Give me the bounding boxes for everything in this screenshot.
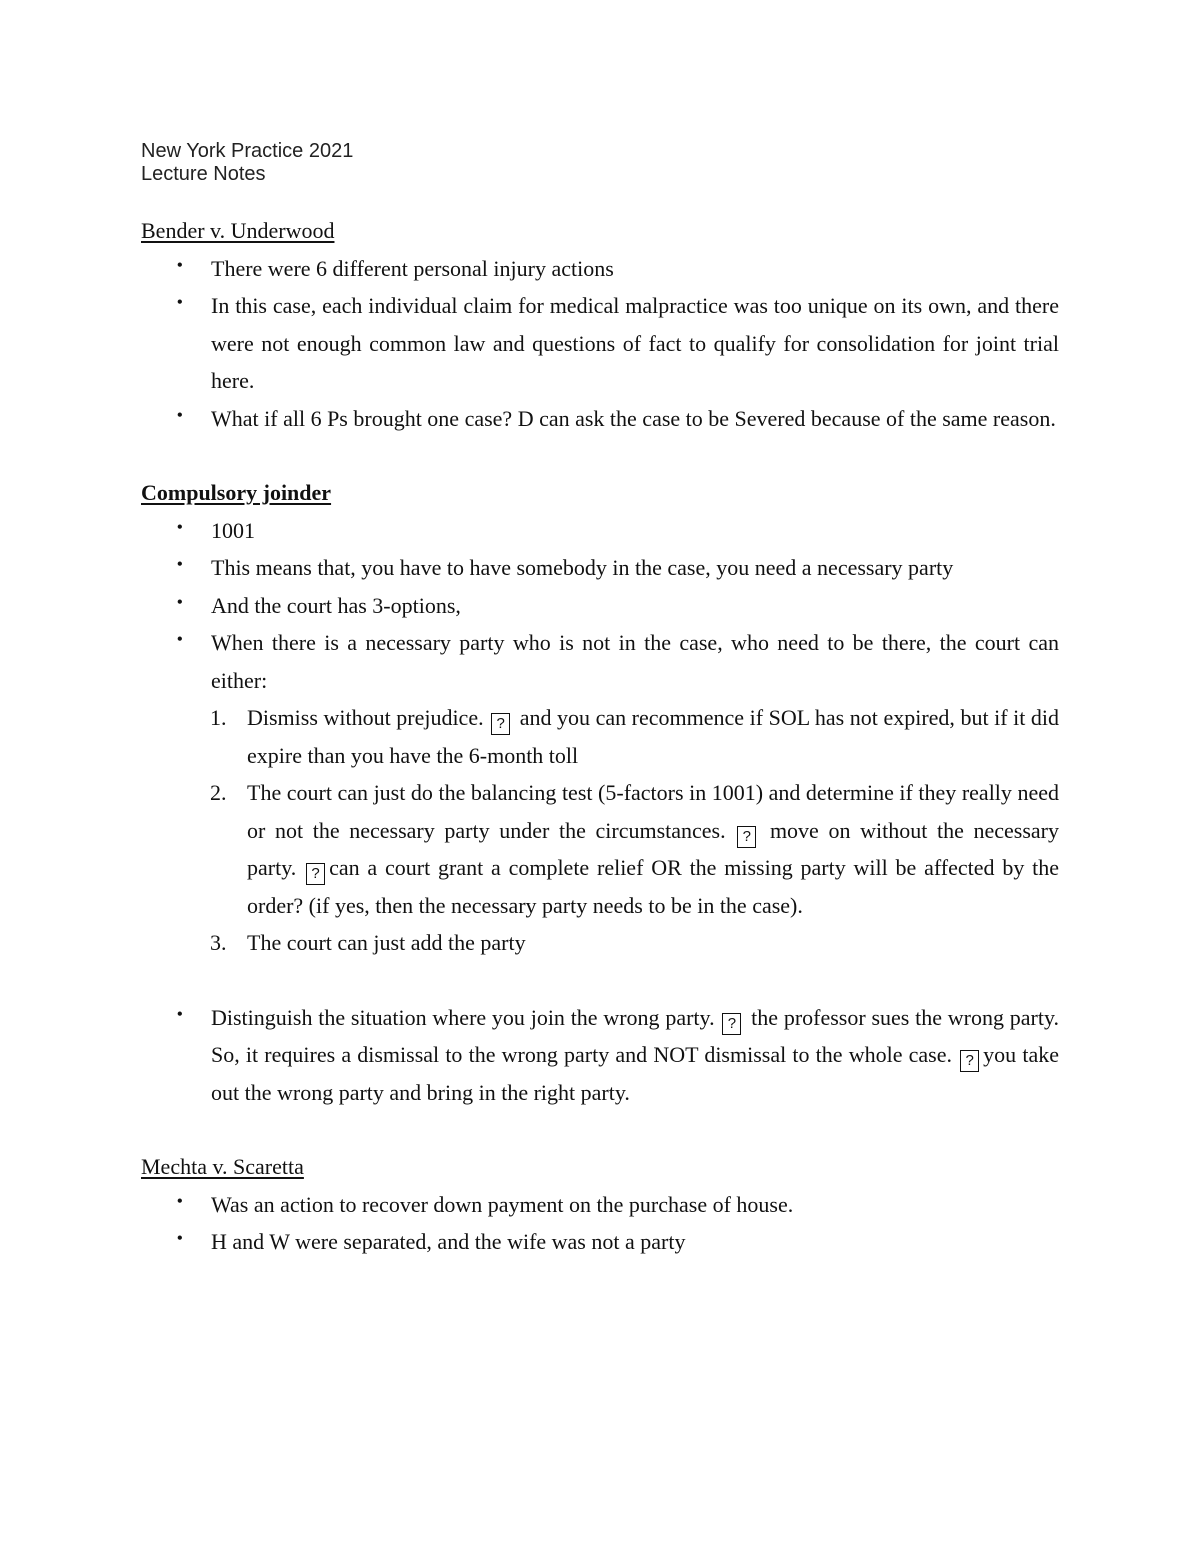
- list-item: [177, 624, 1059, 699]
- question-mark-icon: ?: [722, 1013, 741, 1035]
- list-item-text: What if all 6 Ps brought one case? D can ask the case to be Severed because of the same reason.: [211, 405, 1056, 431]
- item-number: 2.: [210, 780, 227, 805]
- list-item-text: When there is a necessary party who is not in the case, who need to be there, the court can either:: [211, 630, 1059, 693]
- section-spacer: [141, 962, 1059, 999]
- bullet-list-distinguish: [141, 999, 1059, 1112]
- section-spacer: [141, 437, 1059, 474]
- numbered-item: [210, 924, 1059, 962]
- list-item: [177, 1186, 1059, 1224]
- document-body: [141, 212, 1059, 1261]
- numbered-item: [210, 699, 1060, 774]
- item-text: The court can just do the balancing test (5-factors in 1001) and determine if they really need or not the necessary party under the circumstances.: [247, 780, 1059, 843]
- list-item-text: the professor sues the wrong party. So, it requires a dismissal to the wrong party and NOT dismissal to the whole case.: [211, 1004, 1060, 1067]
- item-text: move on without the necessary party.: [247, 817, 1060, 880]
- section-spacer: [141, 1111, 1059, 1148]
- bullet-marker: •: [177, 1230, 183, 1247]
- item-text: can a court grant a complete relief OR the missing party will be affected by the order? (if yes, then the necessary party needs to be in the case).: [247, 855, 1060, 918]
- list-item: [177, 587, 1059, 625]
- bullet-marker: •: [177, 631, 183, 648]
- item-number: 3.: [210, 930, 227, 955]
- bullet-marker: •: [177, 1005, 183, 1023]
- item-text: The court can just add the party: [247, 930, 526, 955]
- bullet-marker: •: [177, 556, 183, 573]
- list-item-text: you take out the wrong party and bring in the right party.: [211, 1042, 1059, 1105]
- item-text: and you can recommence if SOL has not expired, but if it did expire than you have the 6-month toll: [247, 705, 1060, 768]
- bullet-marker: •: [177, 518, 183, 536]
- list-item: [177, 1223, 1059, 1261]
- list-item: [177, 549, 1059, 587]
- bullet-marker: •: [177, 256, 183, 274]
- list-item: [177, 287, 1059, 400]
- list-item-text: And the court has 3-options,: [211, 592, 461, 618]
- bullet-marker: •: [177, 593, 183, 611]
- bullet-marker: •: [177, 1192, 183, 1210]
- numbered-list-court-options: [141, 699, 1059, 962]
- section-title-bender: Bender v. Underwood: [141, 218, 335, 243]
- bullet-list-mechta: [141, 1186, 1059, 1261]
- question-mark-icon: ?: [960, 1050, 979, 1072]
- section-title-mechta: Mechta v. Scaretta: [141, 1154, 304, 1179]
- bullet-list-compulsory: [141, 512, 1059, 700]
- document-header: [141, 140, 353, 186]
- bullet-marker: •: [177, 406, 183, 424]
- list-item-text: 1001: [211, 517, 255, 543]
- list-item-text: This means that, you have to have somebody in the case, you need a necessary party: [211, 555, 954, 580]
- list-item: [177, 400, 1059, 438]
- list-item-text: Distinguish the situation where you join the wrong party.: [211, 1004, 715, 1030]
- course-title: New York Practice 2021: [141, 140, 354, 162]
- item-number: 1.: [210, 705, 227, 730]
- list-item: [177, 250, 1059, 288]
- bullet-list-bender: [141, 250, 1059, 438]
- list-item-text: In this case, each individual claim for medical malpractice was too unique on its own, and there were not enough common law and questions of fact to qualify for consolidation for joint trial here.: [211, 293, 1059, 393]
- question-mark-icon: ?: [491, 713, 510, 735]
- bullet-marker: •: [177, 294, 183, 311]
- list-item-text: H and W were separated, and the wife was not a party: [211, 1229, 686, 1254]
- item-text: Dismiss without prejudice.: [247, 705, 484, 730]
- numbered-item: [210, 774, 1060, 924]
- list-item-text: Was an action to recover down payment on the purchase of house.: [211, 1191, 794, 1217]
- question-mark-icon: ?: [737, 826, 756, 848]
- list-item: [177, 512, 1059, 550]
- list-item: [177, 999, 1060, 1112]
- document-subtitle: Lecture Notes: [141, 163, 266, 185]
- section-title-compulsory-joinder: Compulsory joinder: [141, 480, 332, 505]
- question-mark-icon: ?: [306, 863, 325, 885]
- list-item-text: There were 6 different personal injury actions: [211, 255, 614, 281]
